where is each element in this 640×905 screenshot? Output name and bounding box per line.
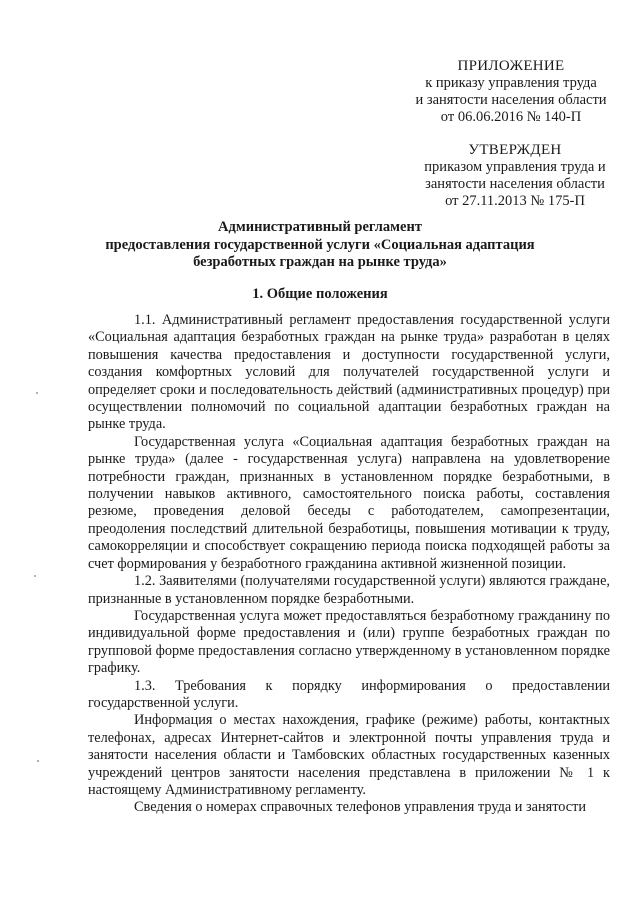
document-title-line: предоставления государственной услуги «Социальная адаптация [105,236,535,253]
paragraph: 1.2. Заявителями (получателями государственной услуги) являются граждане, признанные в установленном порядке безработными. [88,573,610,607]
paragraph: Государственная услуга может предоставляться безработному гражданину по индивидуальной форме предоставления и (или) группе безработных граждан по групповой форме предоставления согласно утвержденному в установленном порядке графику. [88,607,610,677]
appendix-header [400,58,622,126]
approved-title: УТВЕРЖДЕН [468,142,562,158]
approved-line: приказом управления труда и [424,159,606,175]
appendix-line: от 06.06.2016 № 140-П [440,109,582,125]
appendix-title: ПРИЛОЖЕНИЕ [457,58,565,74]
scan-artifact [37,760,39,762]
paragraph: Сведения о номерах справочных телефонов управления труда и занятости [134,799,587,816]
appendix-line: к приказу управления труда [425,75,597,91]
scan-artifact [36,392,38,394]
paragraph: Информация о местах нахождения, графике (режиме) работы, контактных телефонах, адресах Интернет-сайтов и электронной почты управления труда и занятости населения области и Тамбовских областных государственных казенных учреждений центров занятости населения представлена в приложении № 1 к настоящему Административному регламенту. [88,712,610,798]
scan-artifact [34,575,36,577]
paragraph: Государственная услуга «Социальная адаптация безработных граждан на рынке труда» (далее - государственная услуга) направлена на удовлетворение потребности граждан, признанных в установленном порядке безработными, в получении навыков активного, самостоятельного поиска работы, составления резюме, проведения деловой беседы с работодателем, самопрезентации, преодоления последствий длительной безработицы, повышения мотивации к труду, самокорреляции и способствует сокращению периода поиска подходящей работы за счет формирования у безработного гражданина активной жизненной позиции. [88,433,610,572]
paragraph: 1.1. Административный регламент предоставления государственной услуги «Социальная адаптация безработных граждан на рынке труда» разработан в целях повышения качества предоставления и доступности государственной услуги, создания комфортных условий для получателей государственной услуги и определяет сроки и последовательность действий (административных процедур) при осуществлении полномочий по социальной адаптации безработных граждан на рынке труда. [88,312,610,433]
approved-header [408,142,622,210]
paragraph: 1.3. Требования к порядку информирования о предоставлении государственной услуги. [88,677,610,711]
document-title-line: Административный регламент [218,219,422,235]
appendix-line: и занятости населения области [415,92,607,108]
document-body [88,312,610,817]
document-title [80,219,560,272]
approved-line: занятости населения области [425,176,605,192]
section-title: 1. Общие положения [252,286,388,302]
approved-line: от 27.11.2013 № 175-П [445,193,585,209]
document-title-line: безработных граждан на рынке труда» [193,254,447,270]
